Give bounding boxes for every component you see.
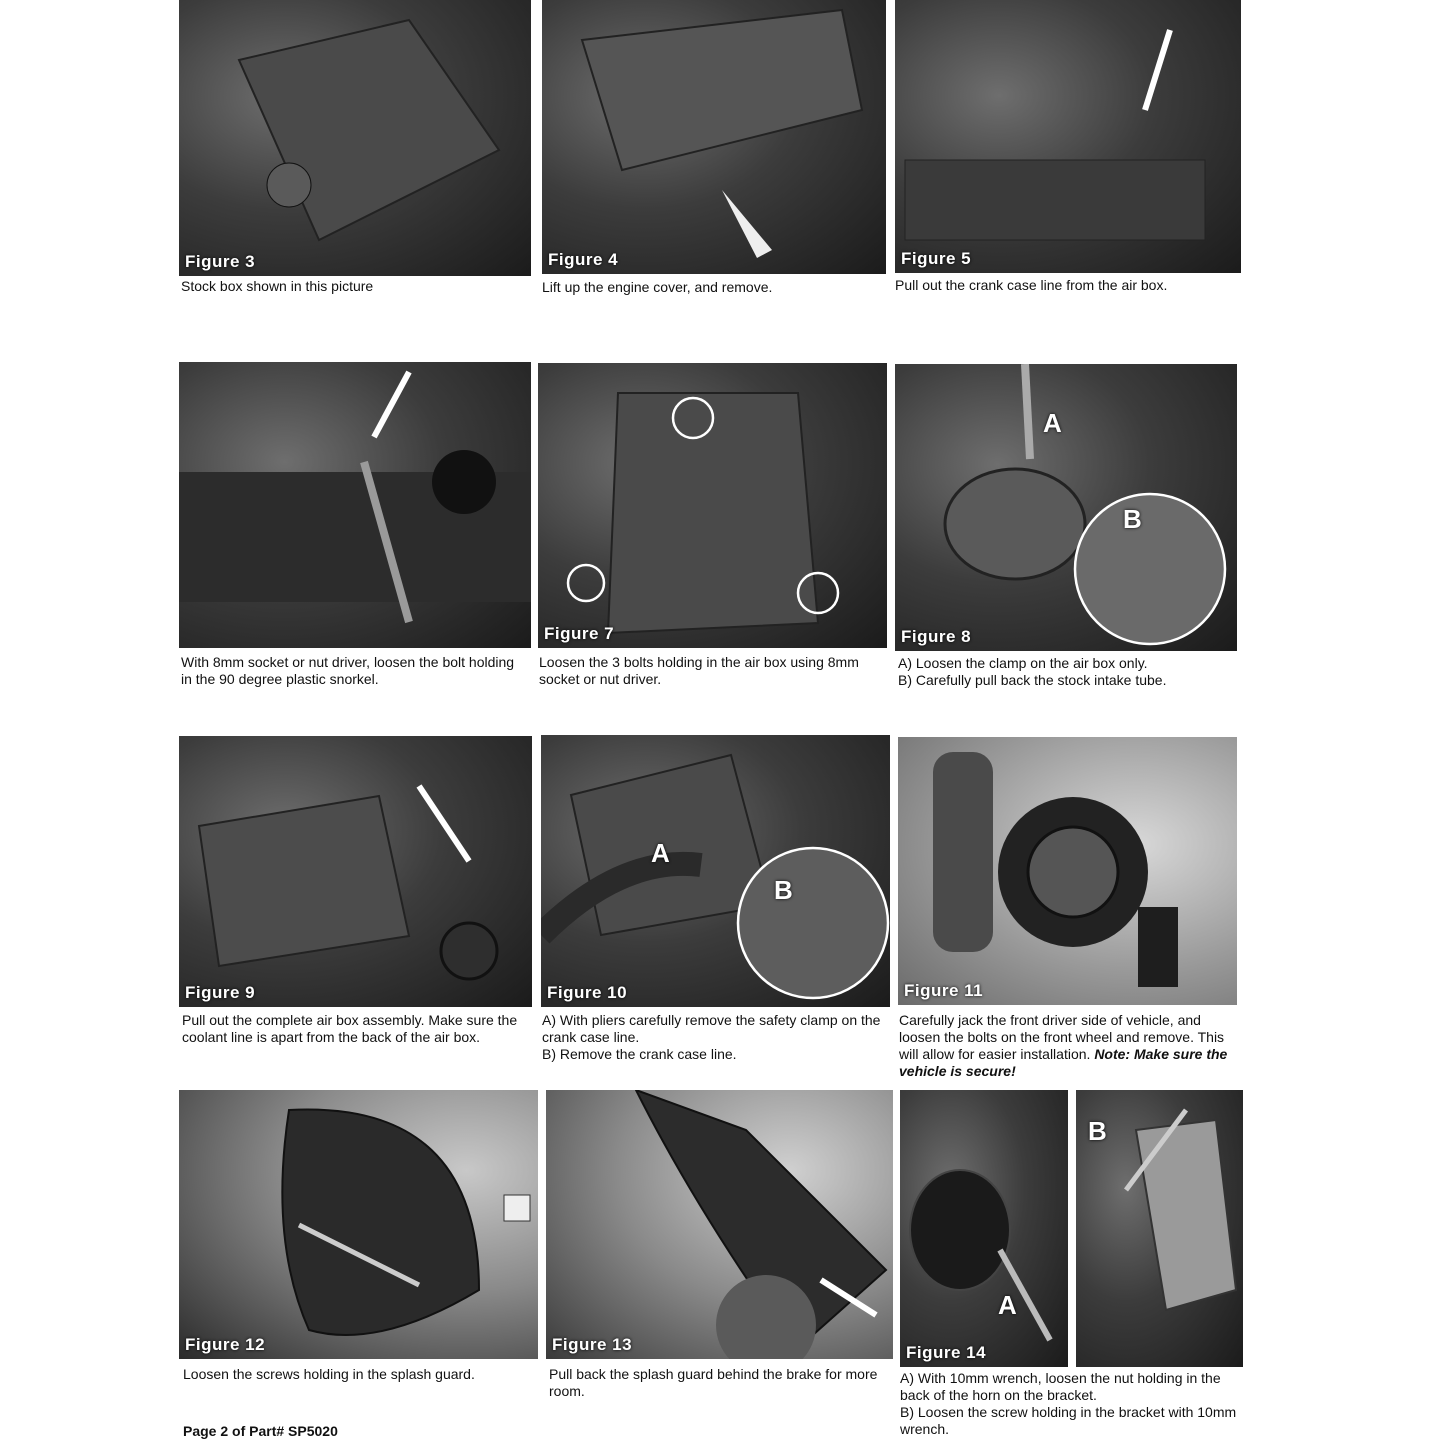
figure-7-caption: Loosen the 3 bolts holding in the air box using 8mm socket or nut driver.: [539, 654, 859, 687]
figure-3-caption: Stock box shown in this picture: [181, 278, 374, 294]
marker-a: A: [651, 838, 670, 868]
engine-cover-lift-photo: [542, 0, 886, 274]
intake-tube-photo: [895, 364, 1237, 651]
figure-9-photo: [179, 736, 532, 1007]
figure-5-caption: Pull out the crank case line from the air box.: [895, 277, 1168, 293]
figure-6-caption: With 8mm socket or nut driver, loosen the bolt holding in the 90 degree plastic snorkel.: [181, 654, 515, 687]
figure-12-caption: Loosen the screws holding in the splash guard.: [183, 1366, 475, 1382]
figure-4-caption: Lift up the engine cover, and remove.: [542, 279, 773, 295]
figure-7-photo: [538, 363, 887, 648]
figure-12-photo: [179, 1090, 538, 1359]
figure-label: Figure 14: [906, 1343, 987, 1362]
marker-b: B: [1123, 504, 1142, 534]
marker-b: B: [774, 875, 793, 905]
marker-b: B: [1088, 1116, 1107, 1146]
figure-14-caption: A) With 10mm wrench, loosen the nut holding in the back of the horn on the bracket. B) Loosen the screw holding in the bracket with 10mm wrench.: [900, 1370, 1237, 1437]
figure-label: Figure 4: [548, 250, 619, 269]
figure-13-caption: Pull back the splash guard behind the brake for more room.: [549, 1366, 878, 1399]
figure-11-photo: [898, 737, 1237, 1005]
engine-cover-photo: [179, 0, 531, 276]
figure-8-photo: [895, 364, 1237, 651]
figure-11-caption: Carefully jack the front driver side of vehicle, and loosen the bolts on the front wheel and remove. This will allow for easier installation. Note: Make sure the vehicle is secure!: [899, 1012, 1228, 1079]
figure-label: Figure 3: [185, 252, 256, 271]
marker-a: A: [1043, 408, 1062, 438]
figure-8-caption: A) Loosen the clamp on the air box only. B) Carefully pull back the stock intake tube.: [898, 655, 1167, 688]
figure-14a-photo: [900, 1090, 1068, 1367]
splash-guard-screws-photo: [179, 1090, 538, 1359]
figure-14b-photo: [1076, 1090, 1243, 1367]
page-footer: Page 2 of Part# SP5020: [183, 1423, 338, 1439]
figure-6-photo: [179, 362, 531, 648]
snorkel-bolt-photo: [179, 362, 531, 648]
splash-guard-pullback-photo: [546, 1090, 893, 1359]
figure-4-photo: [542, 0, 886, 274]
figure-9-caption: Pull out the complete air box assembly. Make sure the coolant line is apart from the back of the air box.: [182, 1012, 518, 1045]
figure-label: Figure 8: [901, 627, 972, 646]
figure-label: Figure 9: [185, 983, 256, 1002]
figure-label: Figure 11: [904, 981, 984, 1000]
figure-label: Figure 5: [901, 249, 972, 268]
horn-nut-photo: [900, 1090, 1068, 1367]
air-box-removal-photo: [179, 736, 532, 1007]
figure-label: Figure 12: [185, 1335, 266, 1354]
figure-10-photo: [541, 735, 890, 1007]
figure-label: Figure 13: [552, 1335, 633, 1354]
figure-label: Figure 7: [544, 624, 615, 643]
crank-case-line-photo: [895, 0, 1241, 273]
figure-10-caption: A) With pliers carefully remove the safety clamp on the crank case line. B) Remove the crank case line.: [542, 1012, 881, 1062]
figure-label: Figure 10: [547, 983, 628, 1002]
figure-13-photo: [546, 1090, 893, 1359]
safety-note: Note: Make sure the vehicle is secure!: [899, 1046, 1228, 1079]
figure-3-photo: [179, 0, 531, 276]
wheel-jack-photo: [898, 737, 1237, 1005]
crank-case-clamp-photo: [541, 735, 890, 1007]
marker-a: A: [998, 1290, 1017, 1320]
figure-5-photo: [895, 0, 1241, 273]
air-box-bolts-photo: [538, 363, 887, 648]
